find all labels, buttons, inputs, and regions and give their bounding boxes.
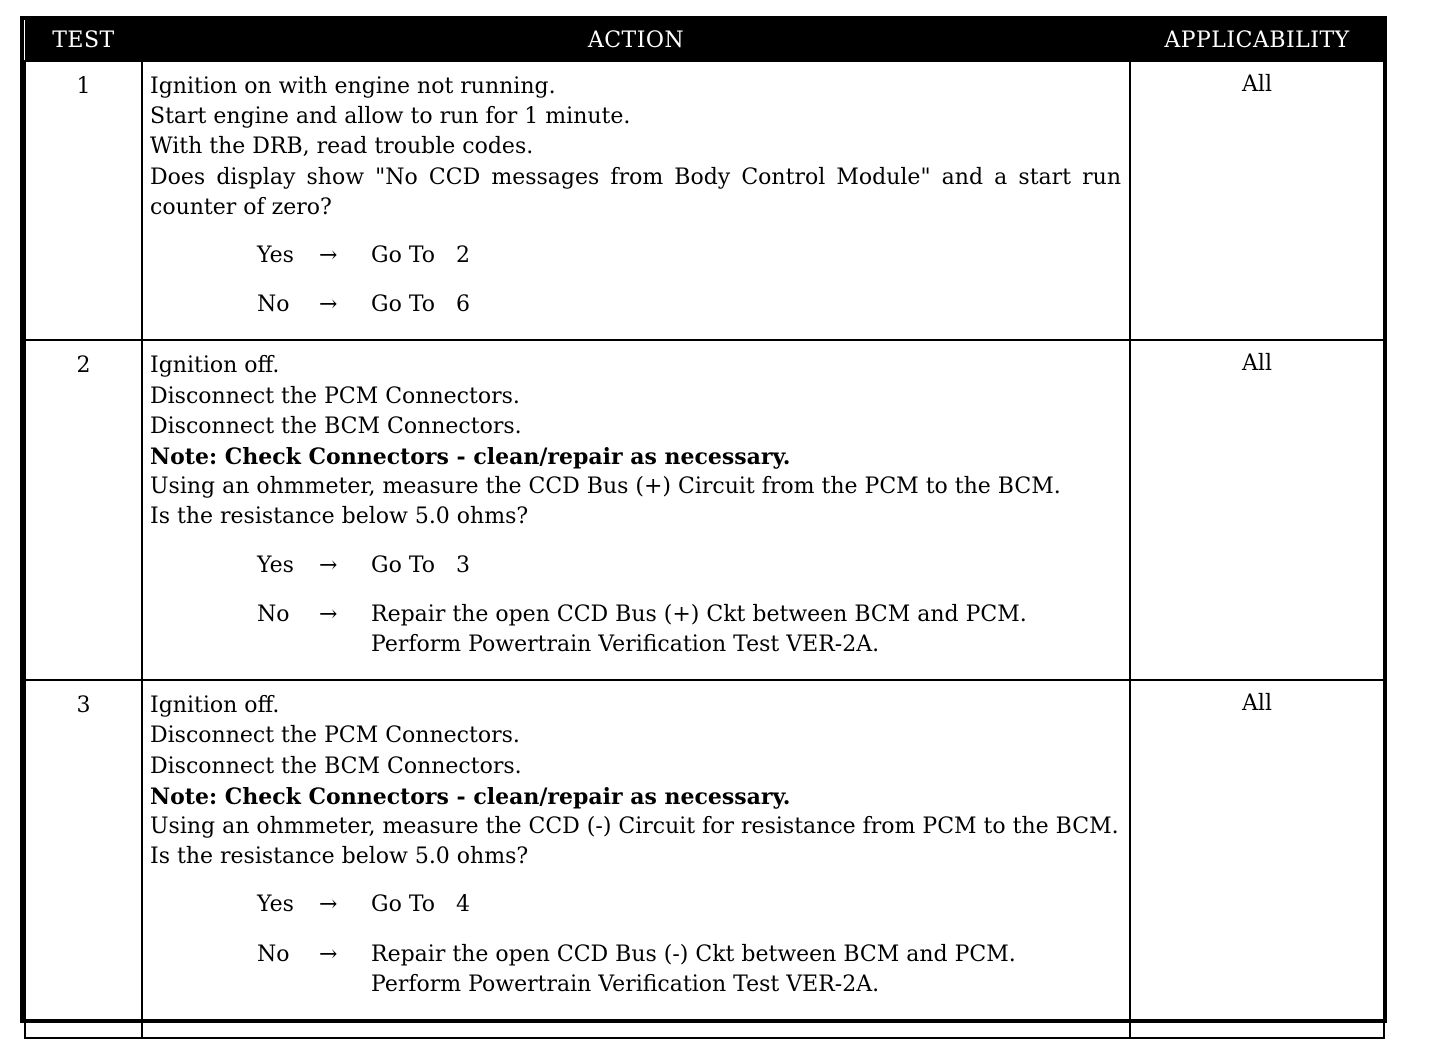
action-line: Ignition off. xyxy=(150,353,280,379)
action-line: Disconnect the PCM Connectors. xyxy=(150,383,520,409)
branch-result xyxy=(371,290,1121,320)
test-number: 2 xyxy=(25,340,142,680)
branch-answer: No xyxy=(257,941,290,967)
header-applicability: APPLICABILITY xyxy=(1130,20,1384,61)
branch-result-text: Perform Powertrain Verification Test VER-2A. xyxy=(371,632,880,658)
branch-result-text: Go To 6 xyxy=(371,292,470,318)
table-row xyxy=(25,340,1384,680)
branch-list xyxy=(150,241,1121,320)
action-line: Is the resistance below 5.0 ohms? xyxy=(150,844,529,870)
branch-answer: Yes xyxy=(257,892,294,918)
branch-answer: Yes xyxy=(257,243,294,269)
branch-result xyxy=(371,890,1121,920)
branch-result-text: Go To 4 xyxy=(371,892,470,918)
right-arrow-icon: → xyxy=(319,292,338,318)
action-line: Disconnect the BCM Connectors. xyxy=(150,753,522,779)
branch-result-text: Perform Powertrain Verification Test VER-2A. xyxy=(371,971,880,997)
header-action: ACTION xyxy=(142,20,1130,61)
action-line: Using an ohmmeter, measure the CCD (-) Circuit for resistance from PCM to the BCM. xyxy=(150,814,1119,840)
branch-yes xyxy=(257,551,1121,581)
right-arrow-icon: → xyxy=(319,892,338,918)
diagnostic-table-frame xyxy=(20,16,1387,1023)
branch-result-text: Go To 2 xyxy=(371,243,470,269)
action-line: Ignition off. xyxy=(150,693,280,719)
right-arrow-icon: → xyxy=(319,552,338,578)
branch-list xyxy=(150,890,1121,1000)
branch-no xyxy=(257,600,1121,660)
test-number: 1 xyxy=(25,61,142,340)
right-arrow-icon: → xyxy=(319,243,338,269)
action-line: With the DRB, read trouble codes. xyxy=(150,134,534,160)
branch-answer: Yes xyxy=(257,552,294,578)
table-row xyxy=(25,61,1384,340)
action-cell xyxy=(142,61,1130,340)
test-number: 3 xyxy=(25,680,142,1038)
branch-result-text: Go To 3 xyxy=(371,552,470,578)
diagnostic-table xyxy=(24,20,1385,1039)
branch-result xyxy=(371,600,1121,660)
action-line: Is the resistance below 5.0 ohms? xyxy=(150,504,529,530)
note-line: Note: Check Connectors - clean/repair as necessary. xyxy=(150,783,791,810)
branch-result-text: Repair the open CCD Bus (+) Ckt between BCM and PCM. xyxy=(371,601,1027,627)
right-arrow-icon: → xyxy=(319,941,338,967)
branch-result xyxy=(371,551,1121,581)
action-line: Does display show "No CCD messages from Body Control Module" and a start run counter of zero? xyxy=(150,164,1121,220)
right-arrow-icon: → xyxy=(319,601,338,627)
branch-yes xyxy=(257,241,1121,271)
branch-answer: No xyxy=(257,292,290,318)
applicability-cell: All xyxy=(1130,340,1384,680)
applicability-cell: All xyxy=(1130,680,1384,1038)
branch-result xyxy=(371,940,1121,1000)
action-line: Start engine and allow to run for 1 minute. xyxy=(150,104,631,130)
action-line: Disconnect the PCM Connectors. xyxy=(150,723,520,749)
header-row xyxy=(25,20,1384,61)
note-line: Note: Check Connectors - clean/repair as necessary. xyxy=(150,444,791,471)
action-cell xyxy=(142,680,1130,1038)
branch-no xyxy=(257,290,1121,320)
branch-no xyxy=(257,940,1121,1000)
branch-list xyxy=(150,551,1121,661)
branch-yes xyxy=(257,890,1121,920)
action-line: Ignition on with engine not running. xyxy=(150,74,556,99)
branch-result xyxy=(371,241,1121,271)
header-test: TEST xyxy=(25,20,142,61)
applicability-cell: All xyxy=(1130,61,1384,340)
action-cell xyxy=(142,340,1130,680)
action-line: Using an ohmmeter, measure the CCD Bus (+) Circuit from the PCM to the BCM. xyxy=(150,474,1061,500)
branch-answer: No xyxy=(257,601,290,627)
table-row xyxy=(25,680,1384,1038)
branch-result-text: Repair the open CCD Bus (-) Ckt between BCM and PCM. xyxy=(371,941,1016,967)
action-line: Disconnect the BCM Connectors. xyxy=(150,413,522,439)
